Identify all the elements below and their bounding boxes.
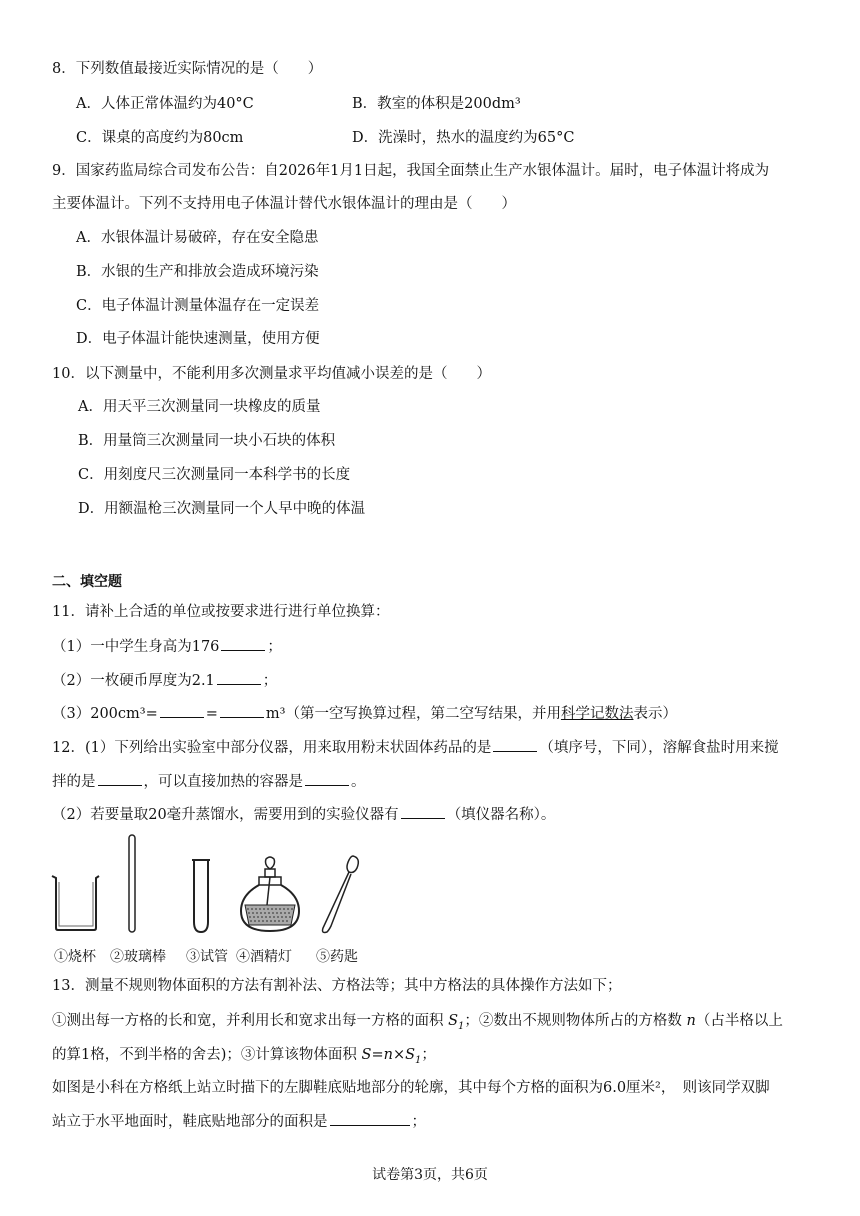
- q8-option-d: D．洗澡时，热水的温度约为65°C: [352, 130, 575, 146]
- q9-option-d: D．电子体温计能快速测量，使用方便: [76, 331, 320, 347]
- q13-line5: 站立于水平地面时，鞋底贴地部分的面积是 ；: [52, 1111, 426, 1132]
- q11-stem: 11．请补上合适的单位或按要求进行进行单位换算：: [52, 604, 390, 620]
- q12-blank-1[interactable]: [493, 737, 537, 752]
- q11-part2: （2）一枚硬币厚度为2.1 ；: [52, 670, 277, 691]
- q11-part1: （1）一中学生身高为176 ；: [52, 636, 282, 657]
- q13-line3: 的算1格，不到半格的舍去)；③计算该物体面积 $S=n\times S_1$；: [52, 1047, 436, 1066]
- apparatus-label-3: ③试管: [186, 949, 228, 965]
- q9-stem-line2: 主要体温计。下列不支持用电子体温计替代水银体温计的理由是（ ）: [52, 196, 516, 212]
- q10-option-c: C．用刻度尺三次测量同一本科学书的长度: [78, 467, 351, 483]
- q8-stem: 8．下列数值最接近实际情况的是（ ）: [52, 61, 323, 77]
- q8-option-b: B．教室的体积是200dm³: [352, 96, 521, 112]
- q12-blank-2[interactable]: [98, 771, 142, 786]
- q9-stem-line1: 9．国家药监局综合司发布公告：自2026年1月1日起，我国全面禁止生产水银体温计。届时，电子体温计将成为: [52, 163, 770, 179]
- q12-line3: （2）若要量取20毫升蒸馏水，需要用到的实验仪器有 （填仪器名称）。: [52, 804, 555, 825]
- q12-line2: 拌的是 ，可以直接加热的容器是 。: [52, 771, 366, 792]
- q10-option-d: D．用额温枪三次测量同一个人早中晚的体温: [78, 501, 366, 517]
- alcohol-lamp-icon: [237, 855, 303, 935]
- q9-option-b: B．水银的生产和排放会造成环境污染: [76, 264, 319, 280]
- apparatus-label-5: ⑤药匙: [316, 949, 358, 965]
- q11-blank-4[interactable]: [220, 703, 264, 718]
- q10-stem: 10．以下测量中，不能利用多次测量求平均值减小误差的是（ ）: [52, 366, 491, 382]
- section-title: 二、填空题: [52, 574, 122, 590]
- q12-blank-3[interactable]: [305, 771, 349, 786]
- spoon-icon: [317, 852, 361, 936]
- glass-rod-icon: [126, 834, 138, 934]
- apparatus-label-1: ①烧杯: [54, 949, 96, 965]
- q12-line1: 12．(1）下列给出实验室中部分仪器，用来取用粉末状固体药品的是 （填序号，下同），溶解食盐时用来搅: [52, 737, 779, 758]
- q13-stem: 13．测量不规则物体面积的方法有割补法、方格法等；其中方格法的具体操作方法如下；: [52, 978, 622, 994]
- q11-blank-2[interactable]: [217, 670, 261, 685]
- q13-blank-1[interactable]: [330, 1111, 410, 1126]
- q13-line4: 如图是小科在方格纸上站立时描下的左脚鞋底贴地部分的轮廓，其中每个方格的面积为6.0厘米²， 则该同学双脚: [52, 1080, 770, 1096]
- q9-option-a: A．水银体温计易破碎，存在安全隐患: [76, 230, 319, 246]
- q13-line2: ①测出每一方格的长和宽，并利用长和宽求出每一方格的面积 $S_1$；②数出不规则物体所占的方格数 n（占半格以上: [52, 1013, 783, 1032]
- q11-blank-3[interactable]: [160, 703, 204, 718]
- q11-blank-1[interactable]: [221, 636, 265, 651]
- beaker-icon: [50, 870, 102, 932]
- test-tube-icon: [190, 858, 212, 934]
- q8-option-a: A．人体正常体温约为40°C: [76, 96, 254, 112]
- q9-option-c: C．电子体温计测量体温存在一定误差: [76, 298, 320, 314]
- q10-option-a: A．用天平三次测量同一块橡皮的质量: [78, 399, 321, 415]
- apparatus-label-2: ②玻璃棒: [110, 949, 166, 965]
- q11-part3: （3）200cm³= = m³（第一空写换算过程，第二空写结果，并用科学记数法表示）: [52, 703, 677, 724]
- q10-option-b: B．用量筒三次测量同一块小石块的体积: [78, 433, 336, 449]
- q8-option-c: C．课桌的高度约为80cm: [76, 130, 244, 146]
- apparatus-label-4: ④酒精灯: [236, 949, 292, 965]
- q12-blank-4[interactable]: [401, 804, 445, 819]
- page-footer: 试卷第3页，共6页: [372, 1167, 488, 1183]
